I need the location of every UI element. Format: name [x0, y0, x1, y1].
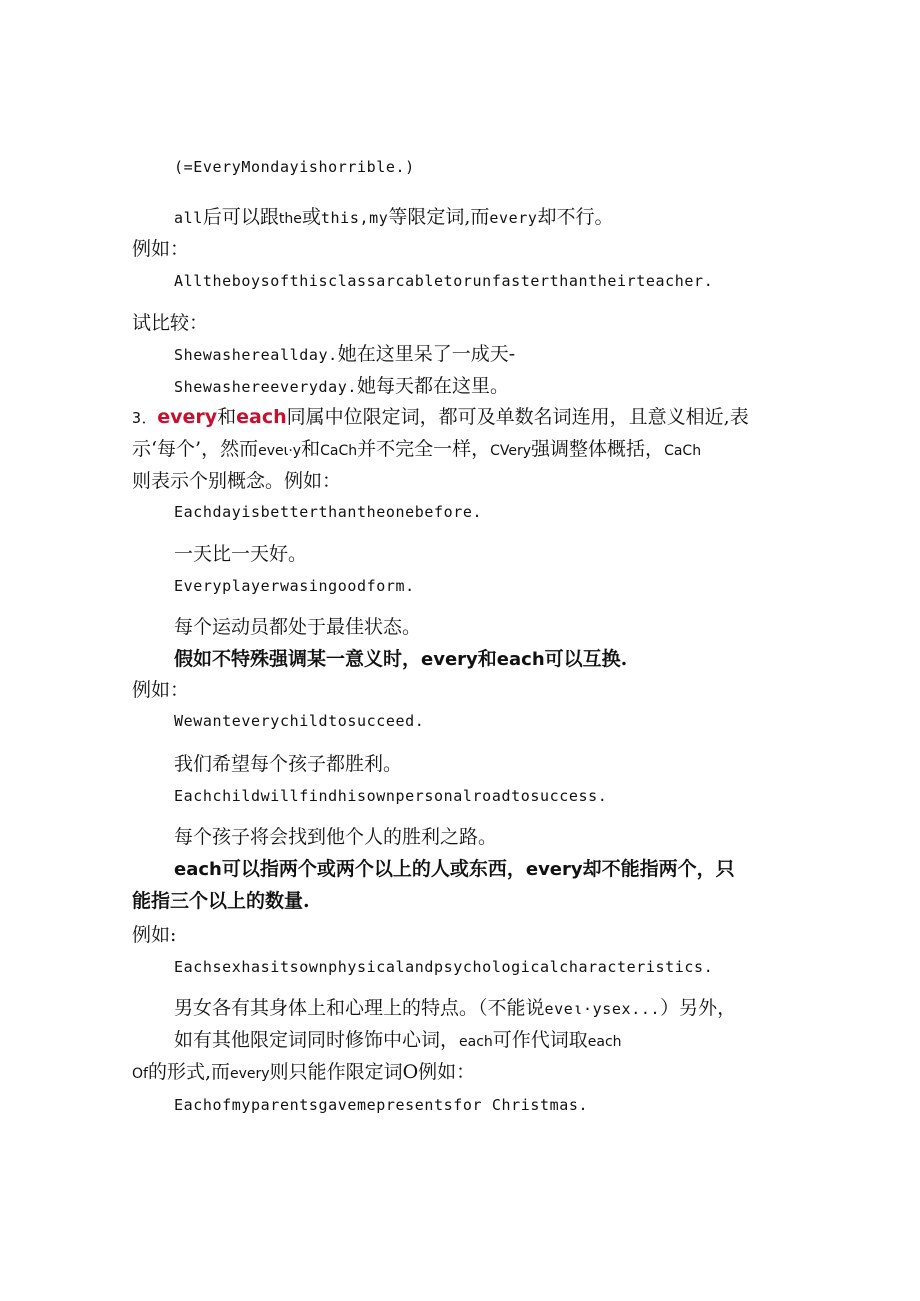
paragraph-line: 则表示个别概念。例如：: [132, 470, 342, 492]
keyword: all: [174, 209, 203, 227]
keyword: each: [496, 649, 545, 670]
translation: 我们希望每个孩子都胜利。: [174, 753, 403, 775]
text: 假如不特殊强调某一意义时，: [174, 648, 422, 670]
text: 可以指两个或两个以上的人或东西，: [221, 858, 526, 880]
text: 示‘每个’，然而: [132, 438, 259, 460]
translation: [174, 999, 736, 1018]
example-sentence: (=EveryMondayishorrible.): [174, 158, 415, 176]
translation: 每个运动员都处于最佳状态。: [174, 616, 422, 638]
text: 却不能指两个，只: [582, 858, 735, 880]
example-sentence: Eachsexhasitsownphysicalandpsychologicalcharacteristics.: [174, 958, 714, 976]
paragraph-line: [174, 208, 614, 227]
section-heading: [132, 408, 749, 427]
example-sentence: Wewanteverychildtosucceed.: [174, 712, 425, 730]
paragraph-line: [132, 440, 701, 459]
text: 同属中位限定词，都可及单数名词连用，且意义相近,表: [286, 406, 749, 428]
paragraph-line: [174, 377, 509, 396]
keyword: CaCh: [320, 443, 358, 459]
keyword-each: each: [236, 406, 287, 428]
keyword: each: [459, 1034, 493, 1050]
text: 等限定词,而: [388, 206, 490, 228]
keyword: eveι·y: [258, 443, 302, 459]
text: 可作代词取: [492, 1029, 588, 1051]
translation: 她每天都在这里。: [356, 375, 509, 397]
text: 男女各有其身体上和心理上的特点。（不能说: [174, 997, 545, 1019]
text: 强调整体概括，: [531, 438, 665, 460]
example-sentence: Everyplayerwasingoodform.: [174, 577, 415, 595]
section-number: 3．: [132, 409, 158, 427]
translation: 一天比一天好。: [174, 543, 308, 565]
translation: 她在这里呆了一成天-: [337, 343, 516, 365]
keyword: this,my: [320, 209, 389, 227]
text: 却不行。: [537, 206, 614, 228]
keyword: eveι·ysex...: [544, 1000, 661, 1018]
example-sentence: Eachdayisbetterthantheonebefore.: [174, 503, 483, 521]
paragraph-line: [132, 1063, 475, 1082]
keyword: CVery: [490, 443, 532, 459]
text: 或: [301, 206, 321, 228]
compare-label: 试比较：: [132, 312, 209, 334]
keyword: Of: [132, 1066, 148, 1082]
keyword: every: [489, 209, 538, 227]
keyword: the: [278, 211, 302, 227]
example-sentence: Shewashereeveryday.: [174, 378, 357, 396]
bold-paragraph-line: 能指三个以上的数量.: [132, 890, 310, 912]
keyword-every: every: [157, 406, 218, 428]
text: 后可以跟: [202, 206, 279, 228]
example-sentence: Eachchildwillfindhisownpersonalroadtosuccess.: [174, 787, 608, 805]
keyword: CaCh: [664, 443, 702, 459]
translation: 每个孩子将会找到他个人的胜利之路。: [174, 826, 498, 848]
example-label: 例如：: [132, 679, 190, 701]
example-sentence: Shewashereallday.: [174, 346, 338, 364]
text: 和: [217, 406, 237, 428]
bold-paragraph-line: [174, 650, 627, 669]
bold-paragraph-line: [174, 860, 735, 879]
text: 则只能作限定词O例如：: [269, 1061, 476, 1083]
example-label: 例如：: [132, 238, 190, 260]
keyword: each: [174, 859, 222, 880]
text: 和: [477, 648, 497, 670]
text: ）另外，: [660, 997, 737, 1019]
paragraph-line: [174, 1031, 622, 1050]
example-label: 例如:: [132, 924, 177, 946]
example-sentence: Alltheboysofthisclassarcabletorunfasterthantheirteacher.: [174, 272, 714, 290]
text: 的形式,而: [147, 1061, 230, 1083]
paragraph-line: [174, 345, 515, 364]
keyword: every: [525, 859, 583, 880]
keyword: each: [587, 1034, 622, 1050]
text: 并不完全一样，: [357, 438, 491, 460]
text: 如有其他限定词同时修饰中心词，: [174, 1029, 460, 1051]
keyword: every: [230, 1066, 270, 1082]
keyword: every: [421, 649, 478, 670]
text: 可以互换.: [544, 648, 628, 670]
example-sentence: Eachofmyparentsgavemepresentsfor Christmas.: [174, 1096, 589, 1114]
text: 和: [301, 438, 321, 460]
